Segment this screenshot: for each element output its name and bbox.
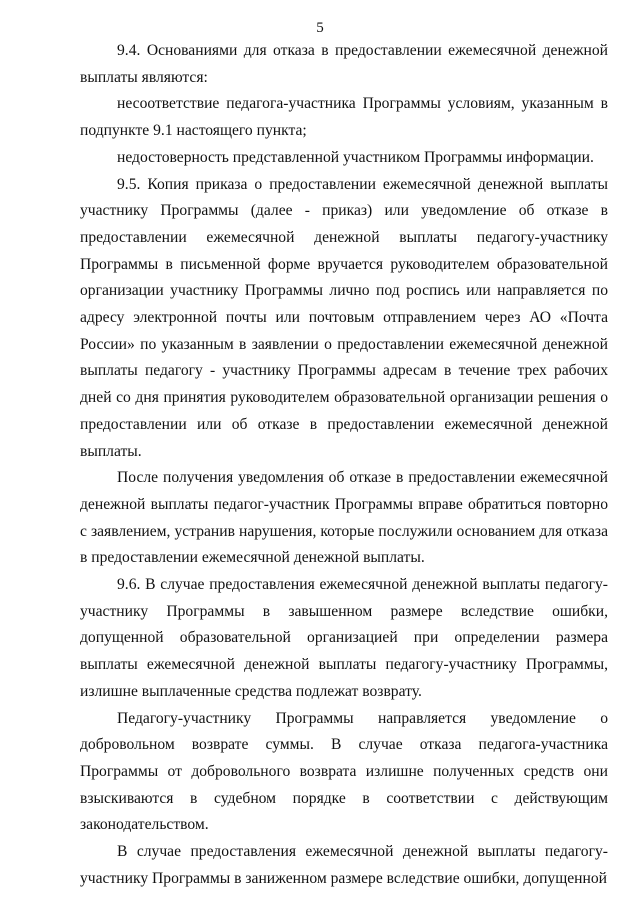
- paragraph-9-5: 9.5. Копия приказа о предоставлении ежемесячной денежной выплаты участнику Программы (далее - приказ) или уведомление об отказе в предоставлении ежемесячной денежной выплаты педагогу-участнику Программы в письменной форме вручается руководителем образовательной организации участнику Программы лично под роспись или направляется по адресу электронной почты или почтовым отправлением через АО «Почта России» по указанным в заявлении о предоставлении ежемесячной денежной выплаты педагогу - участнику Программы адресам в течение трех рабочих дней со дня принятия руководителем образовательной организации решения о предоставлении или об отказе в предоставлении ежемесячной денежной выплаты.: [80, 175, 608, 460]
- paragraph-9-6: 9.6. В случае предоставления ежемесячной денежной выплаты педагогу-участнику Программы в завышенном размере вследствие ошибки, допущенной образовательной организацией при определении размера выплаты ежемесячной денежной выплаты педагогу-участнику Программы, излишне выплаченные средства подлежат возврату.: [80, 576, 608, 700]
- paragraph-voluntary-return: Педагогу-участнику Программы направляется уведомление о добровольном возврате суммы. В случае отказа педагога-участника Программы от добровольного возврата излишне полученных средств они взыскиваются в судебном порядке в соответствии с действующим законодательством.: [80, 709, 608, 834]
- page-number: 5: [316, 20, 324, 36]
- paragraph-reason-1: несоответствие педагога-участника Программы условиям, указанным в подпункте 9.1 настоящего пункта;: [80, 95, 608, 140]
- paragraph-underpayment: В случае предоставления ежемесячной денежной выплаты педагогу-участнику Программы в заниженном размере вследствие ошибки, допущенной: [80, 843, 608, 887]
- paragraph-9-4: 9.4. Основаниями для отказа в предоставлении ежемесячной денежной выплаты являются:: [80, 42, 608, 86]
- paragraph-after-refusal: После получения уведомления об отказе в предоставлении ежемесячной денежной выплаты педагог-участник Программы вправе обратиться повторно с заявлением, устранив нарушения, которые послужили основанием для отказа в предоставлении ежемесячной денежной выплаты.: [80, 469, 608, 567]
- paragraph-reason-2: недостоверность представленной участником Программы информации.: [117, 148, 594, 166]
- document-body: [80, 38, 608, 893]
